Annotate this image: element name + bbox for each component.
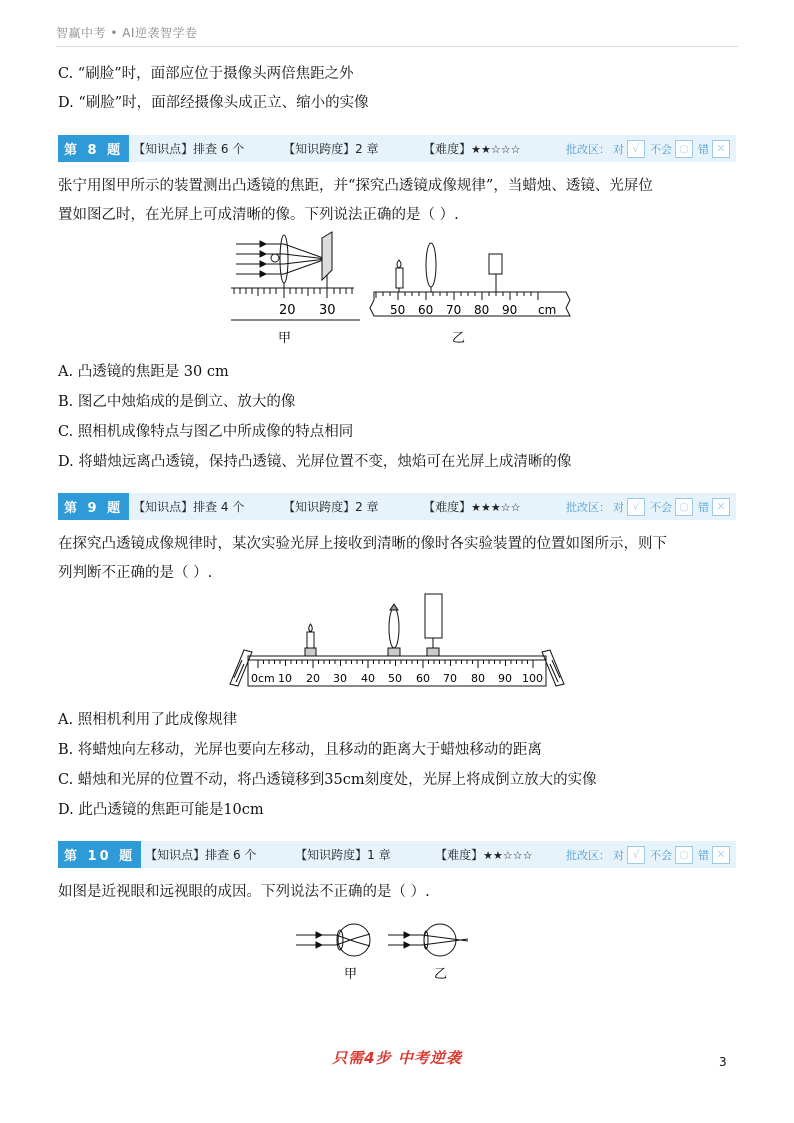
difficulty-stars: ★★☆☆☆ <box>471 143 521 156</box>
q10-figure <box>292 918 482 984</box>
question-bar-8 <box>58 135 736 162</box>
yi-tick-50: 50 <box>390 303 406 317</box>
grading-area <box>566 140 732 158</box>
eye-diagram-yi <box>388 924 468 956</box>
question-number: 第 9 题 <box>58 493 129 520</box>
difficulty-stars: ★★★☆☆ <box>471 501 521 514</box>
bench-tick-20: 20 <box>306 672 320 685</box>
figure-jia-label: 甲 <box>278 331 292 346</box>
yi-tick-80: 80 <box>474 303 490 317</box>
question-number: 第 8 题 <box>58 135 129 162</box>
grade-correct-label: 对 <box>613 500 624 514</box>
q7-option-c: C. “刷脸”时，面部应位于摄像头两倍焦距之外 <box>58 66 354 82</box>
difficulty-label: 【难度】 <box>423 142 472 156</box>
q8-option-b: B. 图乙中烛焰成的是倒立、放大的像 <box>58 394 296 410</box>
figure-jia-lens-setup <box>231 232 354 288</box>
q9-option-a: A. 照相机利用了此成像规律 <box>58 712 238 728</box>
bench-tick-40: 40 <box>361 672 375 685</box>
grade-unsure-box[interactable]: ○ <box>675 140 693 158</box>
q7-option-d: D. “刷脸”时，面部经摄像头成正立、缩小的实像 <box>58 95 369 111</box>
question-number: 第 10 题 <box>58 841 141 868</box>
yi-tick-70: 70 <box>446 303 462 317</box>
difficulty-label: 【难度】 <box>435 848 484 862</box>
yi-tick-cm: cm <box>538 303 557 317</box>
grading-label: 批改区： <box>566 848 610 862</box>
knowledge-points: 【知识点】排查 4 个 <box>133 500 245 514</box>
bench-tick-100: 100 <box>522 672 543 685</box>
grading-area <box>566 498 732 516</box>
q10-stem-line-1: 如图是近视眼和远视眼的成因。下列说法不正确的是（ ）. <box>58 884 430 900</box>
grading-area <box>566 846 732 864</box>
bench-tick-50: 50 <box>388 672 402 685</box>
knowledge-points: 【知识点】排查 6 个 <box>145 848 257 862</box>
q9-figure <box>222 588 572 692</box>
figure-yi-label: 乙 <box>434 967 448 982</box>
yi-ruler-ticks <box>376 292 538 300</box>
bench-tick-70: 70 <box>443 672 457 685</box>
grade-unsure-label: 不会 <box>650 848 672 862</box>
grading-label: 批改区： <box>566 142 610 156</box>
grade-correct-label: 对 <box>613 848 624 862</box>
q9-option-b: B. 将蜡烛向左移动，光屏也要向左移动，且移动的距离大于蜡烛移动的距离 <box>58 742 542 758</box>
q9-option-c: C. 蜡烛和光屏的位置不动，将凸透镜移到35cm刻度处，光屏上将成倒立放大的实像 <box>58 772 597 788</box>
grade-wrong-label: 错 <box>698 848 709 862</box>
grading-label: 批改区： <box>566 500 610 514</box>
page-number: 3 <box>719 1055 727 1069</box>
bench-tick-60: 60 <box>416 672 430 685</box>
q9-option-d: D. 此凸透镜的焦距可能是10cm <box>58 802 264 818</box>
jia-tick-20: 20 <box>279 303 296 318</box>
difficulty-label: 【难度】 <box>423 500 472 514</box>
yi-tick-60: 60 <box>418 303 434 317</box>
q8-figure <box>226 230 572 348</box>
figure-jia-label: 甲 <box>344 967 358 982</box>
jia-tick-30: 30 <box>319 303 336 318</box>
bench-tick-30: 30 <box>333 672 347 685</box>
q9-stem-line-2: 列判断不正确的是（ ）. <box>58 565 213 581</box>
difficulty-stars: ★★☆☆☆ <box>483 849 533 862</box>
grade-wrong-box[interactable]: ✕ <box>712 498 730 516</box>
q8-stem-line-2: 置如图乙时，在光屏上可成清晰的像。下列说法正确的是（ ）. <box>58 207 459 223</box>
q8-option-a: A. 凸透镜的焦距是 30 cm <box>58 364 229 380</box>
knowledge-points: 【知识点】排查 6 个 <box>133 142 245 156</box>
figure-yi-label: 乙 <box>452 331 466 346</box>
q9-stem-line-1: 在探究凸透镜成像规律时，某次实验光屏上接收到清晰的像时各实验装置的位置如图所示，则下 <box>58 536 667 552</box>
grade-unsure-label: 不会 <box>650 142 672 156</box>
yi-tick-90: 90 <box>502 303 518 317</box>
q8-stem-line-1: 张宁用图甲所示的装置测出凸透镜的焦距，并“探究凸透镜成像规律”，当蜡烛、透镜、光屏位 <box>58 178 653 194</box>
knowledge-span: 【知识跨度】2 章 <box>283 500 379 514</box>
grade-unsure-label: 不会 <box>650 500 672 514</box>
bench-tick-80: 80 <box>471 672 485 685</box>
bench-ruler-ticks <box>258 660 533 668</box>
running-head: 智赢中考 • AI逆袭智学卷 <box>56 26 198 40</box>
grade-correct-box[interactable]: √ <box>627 140 645 158</box>
q8-option-d: D. 将蜡烛远离凸透镜，保持凸透镜、光屏位置不变，烛焰可在光屏上成清晰的像 <box>58 454 572 470</box>
header-rule <box>56 46 738 47</box>
bench-tick-90: 90 <box>498 672 512 685</box>
q8-option-c: C. 照相机成像特点与图乙中所成像的特点相同 <box>58 424 354 440</box>
bench-tick-0cm: 0cm <box>251 672 275 685</box>
grade-wrong-box[interactable]: ✕ <box>712 846 730 864</box>
question-bar-10 <box>58 841 736 868</box>
grade-correct-box[interactable]: √ <box>627 846 645 864</box>
knowledge-span: 【知识跨度】1 章 <box>295 848 391 862</box>
grade-wrong-box[interactable]: ✕ <box>712 140 730 158</box>
footer-brand-logo: 只需4步 中考逆袭 <box>332 1049 462 1067</box>
eye-diagram-jia <box>296 924 370 956</box>
grade-unsure-box[interactable]: ○ <box>675 498 693 516</box>
grade-unsure-box[interactable]: ○ <box>675 846 693 864</box>
grade-wrong-label: 错 <box>698 142 709 156</box>
grade-correct-box[interactable]: √ <box>627 498 645 516</box>
bench-tick-10: 10 <box>278 672 292 685</box>
knowledge-span: 【知识跨度】2 章 <box>283 142 379 156</box>
question-bar-9 <box>58 493 736 520</box>
grade-wrong-label: 错 <box>698 500 709 514</box>
grade-correct-label: 对 <box>613 142 624 156</box>
